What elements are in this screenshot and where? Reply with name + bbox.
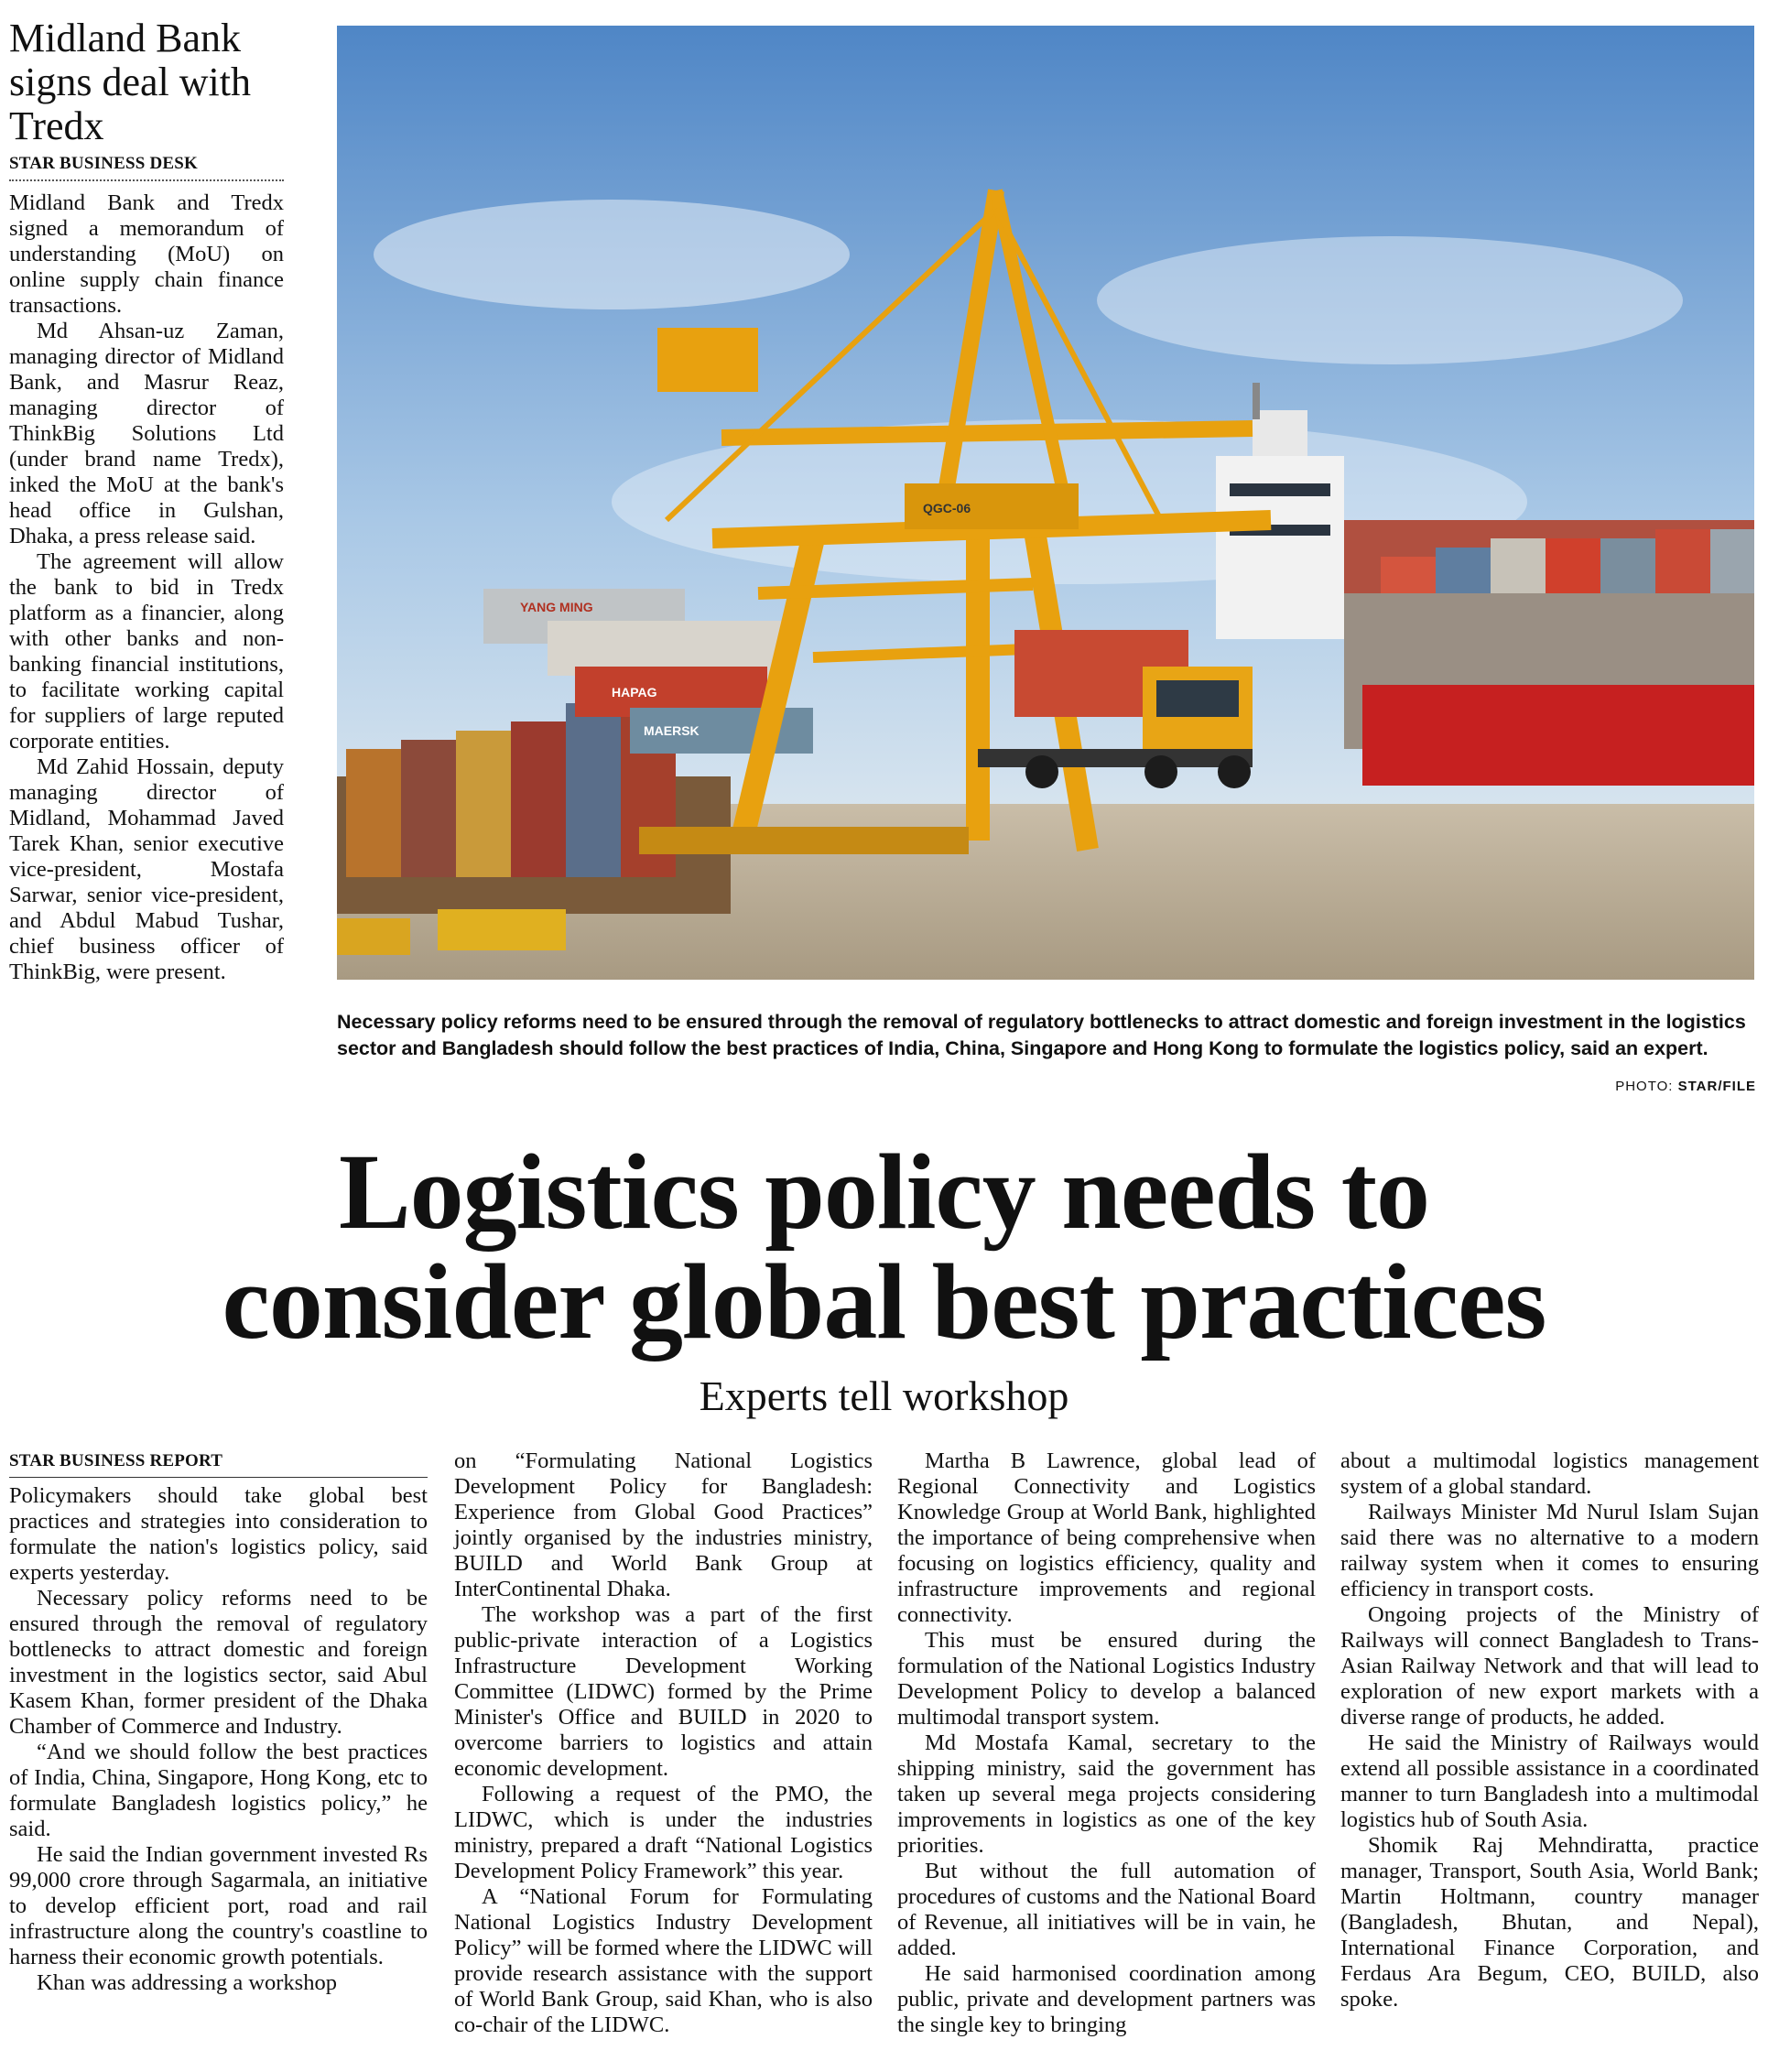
cloud	[1097, 236, 1683, 364]
article-paragraph: Martha B Lawrence, global lead of Regional Connectivity and Logistics Knowledge Group at World Bank, highlighted the importance of being comprehensive when focusing on logistics efficiency, quality and infrastructure improvements and regional connectivity.	[897, 1448, 1316, 1627]
sidebar-paragraph: Midland Bank and Tredx signed a memorandum of understanding (MoU) on online supply chain finance transactions.	[9, 190, 284, 318]
article-paragraph: Ongoing projects of the Ministry of Railways will connect Bangladesh to Trans-Asian Railway Network and that will lead to exploration of new export markets with a diverse range of products, he added.	[1340, 1602, 1759, 1730]
article-paragraph: Md Mostafa Kamal, secretary to the shipping ministry, said the government has taken up several mega projects considering improvements in logistics as one of the key priorities.	[897, 1730, 1316, 1858]
sidebar-paragraph: Md Zahid Hossain, deputy managing director of Midland, Mohammad Javed Tarek Khan, senior executive vice-president, Mostafa Sarwar, senior vice-president, and Abdul Mabud Tushar, chief business officer of ThinkBig, were present.	[9, 754, 284, 984]
main-headline	[0, 1132, 1768, 1361]
sidebar-story	[9, 16, 284, 985]
crane-label: QGC-06	[923, 501, 971, 515]
headline-line-2: consider global best practices	[222, 1242, 1546, 1361]
article-column-1	[9, 1448, 428, 1996]
article-paragraph: on “Formulating National Logistics Development Policy for Bangladesh: Experience from Global Good Practices” jointly organised by the industries ministry, BUILD and World Bank Group at InterContinental Dhaka.	[454, 1448, 873, 1601]
article-paragraph: He said the Indian government invested Rs 99,000 crore through Sagarmala, an initiative to develop efficient port, road and rail infrastructure along the country's coastline to harness their economic growth potentials.	[9, 1842, 428, 1969]
photo-credit	[1615, 1079, 1756, 1094]
article-column-2	[454, 1448, 873, 2038]
photo-caption: Necessary policy reforms need to be ensured through the removal of regulatory bottlenecks to attract domestic and foreign investment in the logistics sector and Bangladesh should follow the best practices of India, China, Singapore and Hong Kong to formulate the logistics policy, said an expert.	[337, 1011, 1746, 1059]
article-paragraph: Policymakers should take global best practices and strategies into consideration to formulate the nation's logistics policy, said experts yesterday.	[9, 1483, 428, 1585]
photo-credit-source: STAR/FILE	[1677, 1079, 1756, 1094]
article-byline: STAR BUSINESS REPORT	[9, 1448, 428, 1478]
container-label: HAPAG	[612, 685, 657, 700]
article-paragraph: The workshop was a part of the first public-private interaction of a Logistics Infrastructure Development Working Committee (LIDWC) formed by the Prime Minister's Office and BUILD in 2020 to overcome barriers to logistics and attain economic development.	[454, 1602, 873, 1781]
article-paragraph: Khan was addressing a workshop	[37, 1970, 337, 1995]
article-paragraph: Railways Minister Md Nurul Islam Sujan said there was no alternative to a modern railway system when it comes to ensuring efficiency in transport costs.	[1340, 1500, 1759, 1601]
barrier	[337, 918, 410, 955]
sidebar-byline: STAR BUSINESS DESK	[9, 154, 284, 181]
photo-credit-label: PHOTO:	[1615, 1079, 1678, 1094]
headline-line-1: Logistics policy needs to	[338, 1132, 1430, 1252]
article-column-4	[1340, 1448, 1759, 2012]
article-paragraph: He said the Ministry of Railways would extend all possible assistance in a coordinated manner to turn Bangladesh into a multimodal logistics hub of South Asia.	[1340, 1730, 1759, 1832]
article-paragraph: Shomik Raj Mehndiratta, practice manager, Transport, South Asia, World Bank; Martin Holtmann, country manager (Bangladesh, Bhutan, and Nepal), International Finance Corporation, and Ferdaus Ara Begum, CEO, BUILD, also spoke.	[1340, 1833, 1759, 2012]
article-paragraph: “And we should follow the best practices of India, China, Singapore, Hong Kong, etc to formulate Bangladesh logistics policy,” he said.	[9, 1740, 428, 1841]
article-paragraph: But without the full automation of procedures of customs and the National Board of Revenue, all initiatives will be in vain, he added.	[897, 1859, 1316, 1960]
cloud	[374, 200, 850, 309]
article-paragraph: This must be ensured during the formulation of the National Logistics Industry Development Policy to develop a balanced multimodal transport system.	[897, 1628, 1316, 1730]
article-column-3	[897, 1448, 1316, 2038]
barrier	[438, 909, 566, 950]
article-paragraph: about a multimodal logistics management system of a global standard.	[1340, 1448, 1759, 1499]
sidebar-headline: Midland Bank signs deal with Tredx	[9, 16, 251, 148]
container-label: YANG MING	[520, 600, 593, 614]
article-paragraph: Necessary policy reforms need to be ensured through the removal of regulatory bottlenecks to attract domestic and foreign investment in the logistics sector, said Abul Kasem Khan, former president of the Dhaka Chamber of Commerce and Industry.	[9, 1586, 428, 1739]
trailer-chassis	[639, 827, 969, 854]
article-paragraph: A “National Forum for Formulating National Logistics Industry Development Policy” will be formed where the LIDWC will provide research assistance with the support of World Bank Group, said Khan, who is also co-chair of the LIDWC.	[454, 1884, 873, 2037]
port-scene	[337, 26, 1754, 980]
sidebar-paragraph: Md Ahsan-uz Zaman, managing director of Midland Bank, and Masrur Reaz, managing director of ThinkBig Solutions Ltd (under brand name Tredx), inked the MoU at the bank's head office in Gulshan, Dhaka, a press release said.	[9, 319, 284, 548]
article-paragraph: Following a request of the PMO, the LIDWC, which is under the industries ministry, prepared a draft “National Logistics Development Policy Framework” this year.	[454, 1782, 873, 1883]
sidebar-paragraph: The agreement will allow the bank to bid in Tredx platform as a financier, along with other banks and non-banking financial institutions, to facilitate working capital for suppliers of large reputed corporate entities.	[9, 549, 284, 754]
port-photo	[337, 26, 1754, 980]
container-label: MAERSK	[644, 723, 700, 738]
article-paragraph: He said harmonised coordination among public, private and development partners was the single key to bringing	[897, 1961, 1316, 2037]
crane-cab	[657, 328, 758, 392]
subheadline: Experts tell workshop	[699, 1372, 1069, 1419]
